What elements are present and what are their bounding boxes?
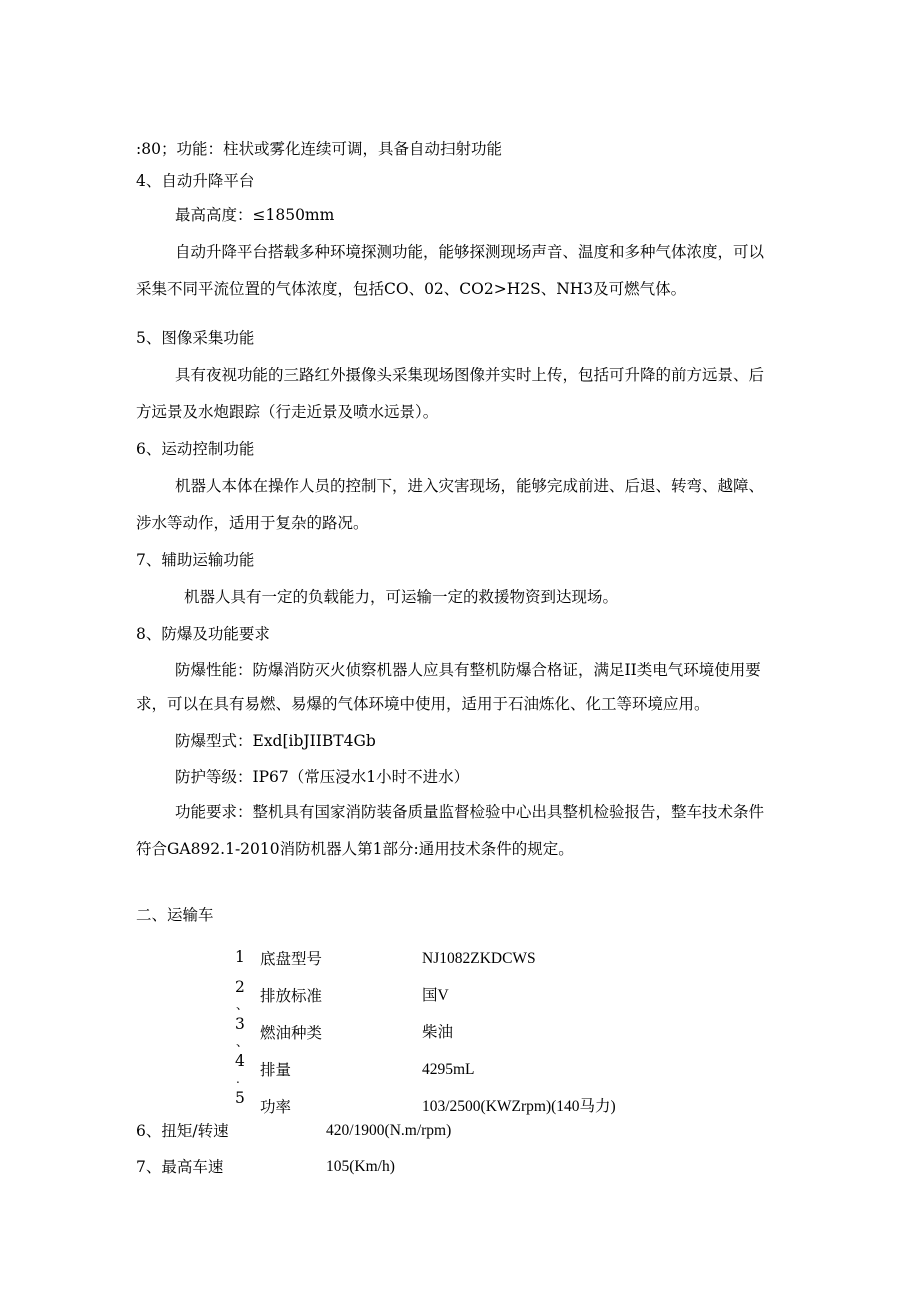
text-line-platform-2: 采集不同平流位置的气体浓度，包括CO、02、CO2>H2S、NH3及可燃气体。 — [136, 280, 687, 298]
spec-number: 2 — [235, 978, 245, 996]
text-line-explosion-2: 求，可以在具有易燃、易爆的气体环境中使用，适用于石油炼化、化工等环境应用。 — [136, 695, 710, 713]
text-line-max-height: 最高高度：≤1850mm — [175, 206, 335, 224]
spec-number: 5 — [235, 1089, 245, 1107]
spec-label: 排放标准 — [260, 987, 323, 1005]
text-line-image-1: 具有夜视功能的三路红外摄像头采集现场图像并实时上传，包括可升降的前方远景、后 — [175, 366, 765, 384]
section-heading-5: 5、图像采集功能 — [136, 329, 255, 347]
text-line-function-2: 符合GA892.1-2010消防机器人第1部分:通用技术条件的规定。 — [136, 840, 574, 858]
section-heading-4: 4、自动升降平台 — [136, 172, 255, 190]
tail-label: 6、扭矩/转速 — [136, 1122, 229, 1140]
spec-number: 1 — [235, 948, 245, 966]
spec-number: 3 — [235, 1015, 245, 1033]
spec-label: 排量 — [260, 1061, 292, 1079]
spec-value: 103/2500(KWZrpm)(140马力) — [422, 1098, 616, 1115]
text-line-explosion-1: 防爆性能：防爆消防灭火侦察机器人应具有整机防爆合格证，满足II类电气环境使用要 — [175, 661, 761, 679]
text-line-function-1: 功能要求：整机具有国家消防装备质量监督检验中心出具整机检验报告，整车技术条件 — [175, 803, 765, 821]
tail-label: 7、最高车速 — [136, 1158, 224, 1176]
spec-value: 4295mL — [422, 1061, 475, 1078]
text-line-motion-1: 机器人本体在操作人员的控制下，进入灾害现场，能够完成前进、后退、转弯、越障、 — [175, 477, 765, 495]
spec-number: 4 — [235, 1052, 245, 1070]
section-heading-8: 8、防爆及功能要求 — [136, 625, 270, 643]
tail-value: 420/1900(N.m/rpm) — [326, 1122, 452, 1139]
text-line-platform-1: 自动升降平台搭载多种环境探测功能，能够探测现场声音、温度和多种气体浓度，可以 — [175, 243, 765, 261]
spec-value: 国V — [422, 987, 449, 1004]
spec-label: 底盘型号 — [260, 950, 323, 968]
section-heading-transport-vehicle: 二、运输车 — [136, 906, 214, 924]
spec-separator: . — [236, 1072, 240, 1086]
text-line-image-2: 方远景及水炮跟踪（行走近景及喷水远景）。 — [136, 403, 439, 421]
spec-separator: 、 — [236, 998, 249, 1012]
text-line-motion-2: 涉水等动作，适用于复杂的路况。 — [136, 514, 369, 532]
text-line-1: :80；功能：柱状或雾化连续可调，具备自动扫射功能 — [136, 140, 502, 158]
text-line-transport: 机器人具有一定的负载能力，可运输一定的救援物资到达现场。 — [184, 588, 619, 606]
section-heading-6: 6、运动控制功能 — [136, 440, 255, 458]
text-line-protection-level: 防护等级：IP67（常压浸水1小时不进水） — [175, 768, 470, 786]
tail-value: 105(Km/h) — [326, 1158, 395, 1175]
text-line-explosion-type: 防爆型式：Exd[ibJIIBT4Gb — [175, 732, 376, 750]
spec-label: 燃油种类 — [260, 1024, 323, 1042]
spec-separator: 、 — [236, 1035, 249, 1049]
spec-value: NJ1082ZKDCWS — [422, 950, 536, 967]
spec-label: 功率 — [260, 1098, 292, 1116]
section-heading-7: 7、辅助运输功能 — [136, 551, 255, 569]
spec-value: 柴油 — [422, 1024, 454, 1041]
